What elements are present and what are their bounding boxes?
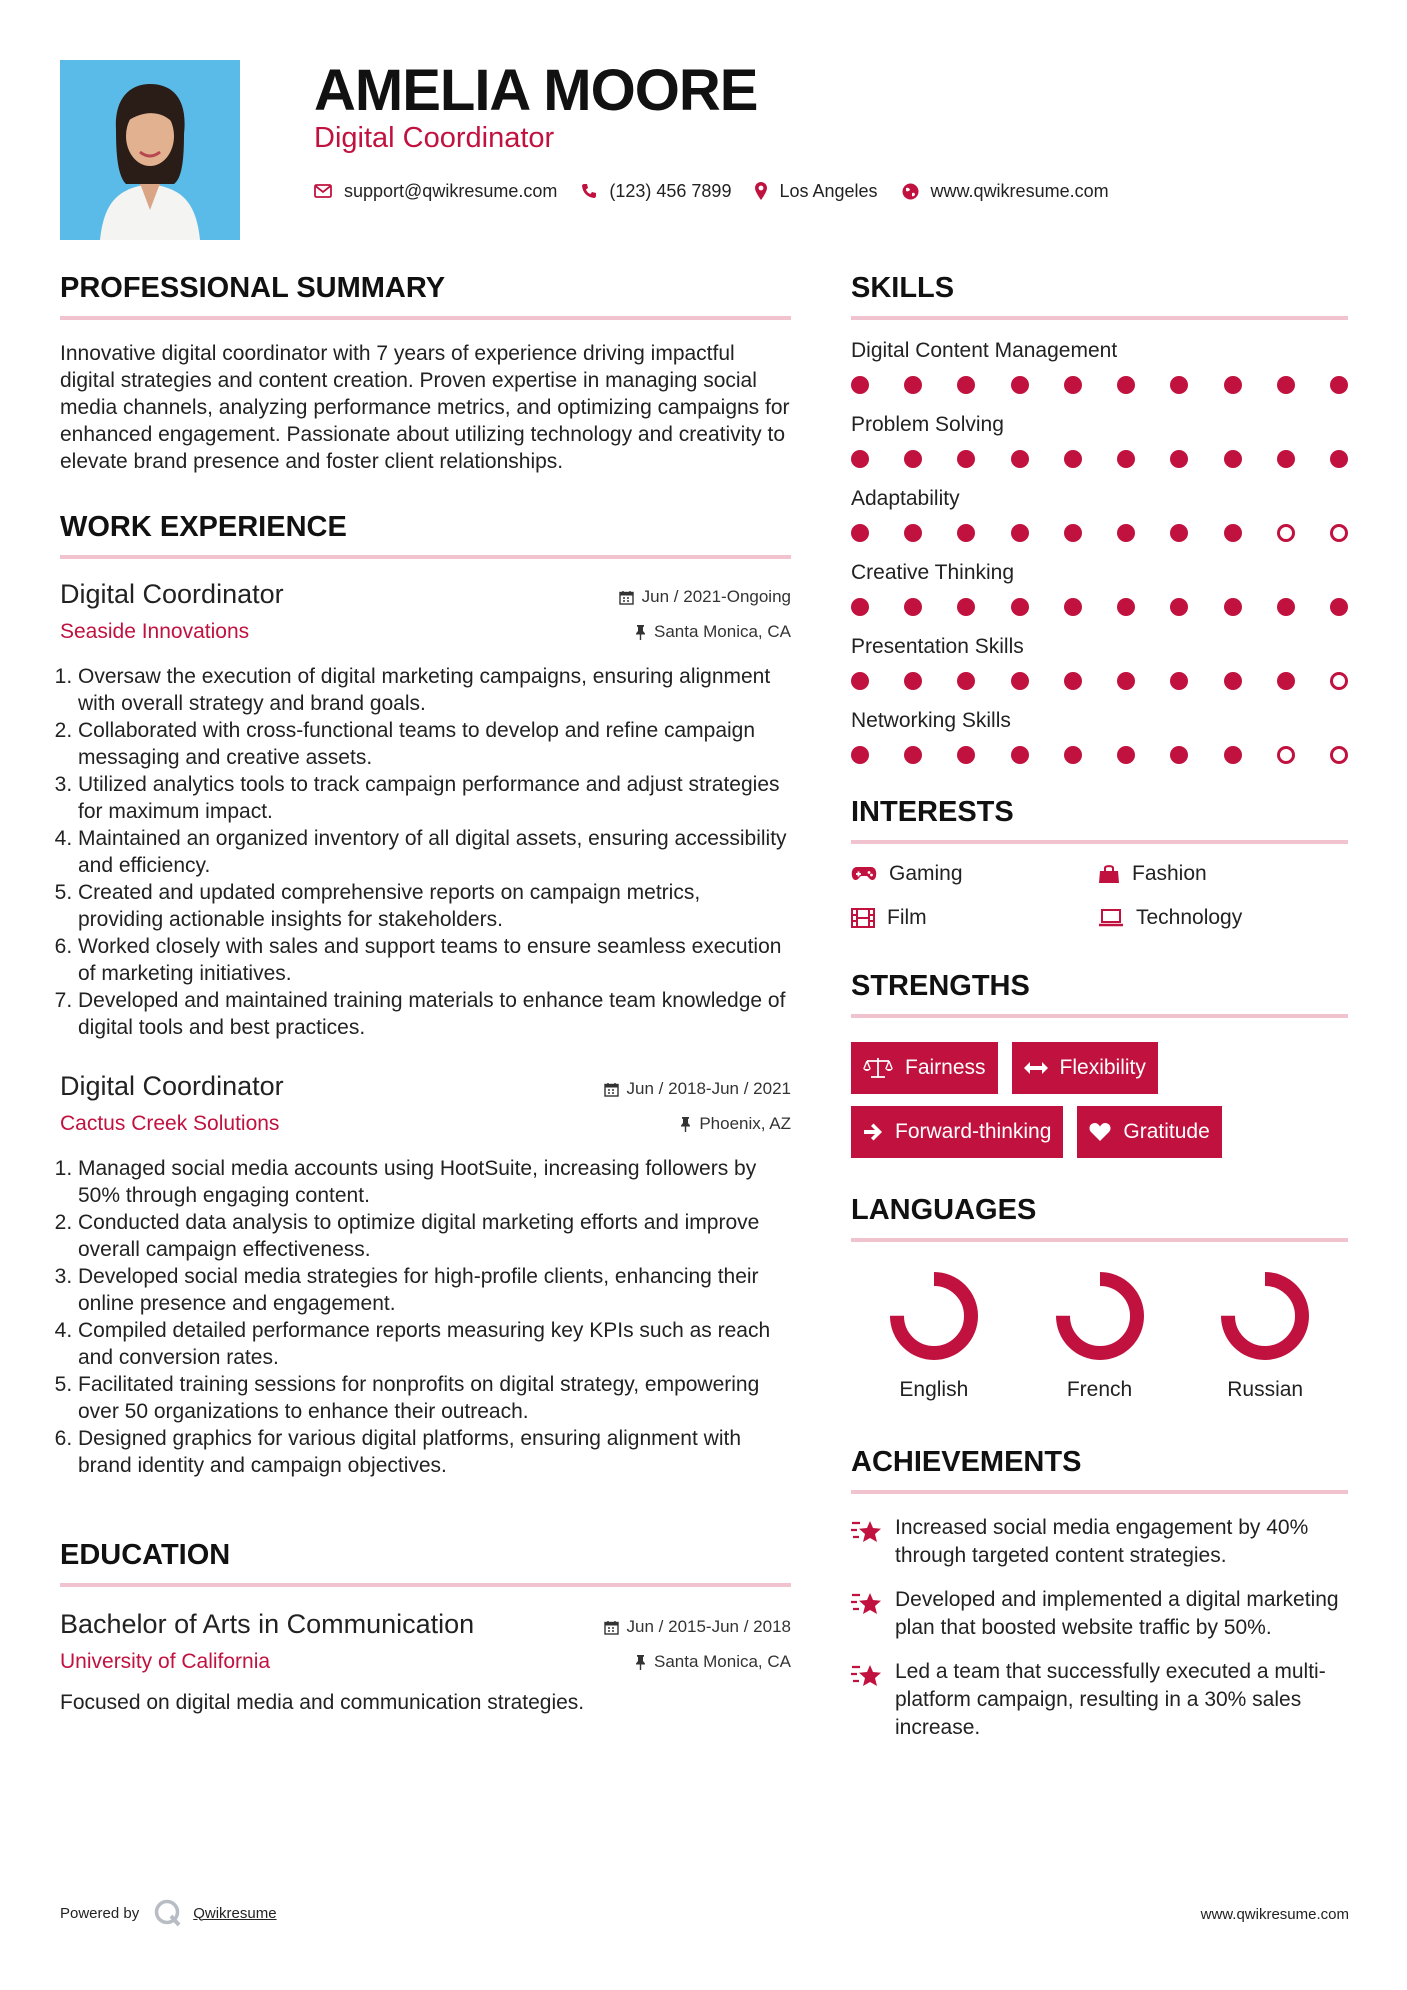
list-item: 7. Developed and maintained training materials to enhance team knowledge of digital tools and best practices.: [78, 987, 791, 1041]
skill-rating: [851, 524, 1348, 542]
interest-item: [1098, 906, 1345, 930]
rating-dot-filled: [1064, 376, 1082, 394]
heart-icon: [1089, 1122, 1111, 1142]
skill-name: Digital Content Management: [851, 339, 1118, 362]
footer-brand-link[interactable]: Qwikresume: [193, 1904, 277, 1922]
rating-dot-filled: [851, 598, 869, 616]
strength-badge: [1012, 1042, 1158, 1094]
rating-dot-filled: [957, 598, 975, 616]
rating-dot-filled: [1064, 524, 1082, 542]
interest-label: Technology: [1136, 906, 1243, 929]
rating-dot-filled: [1224, 450, 1242, 468]
education-description: Focused on digital media and communication strategies.: [60, 1691, 585, 1714]
rating-dot-filled: [1224, 524, 1242, 542]
skill-item: [851, 634, 1348, 690]
achievements-list: [851, 1514, 1348, 1742]
strength-label: Fairness: [905, 1056, 986, 1079]
footer-powered-by: [60, 1898, 277, 1928]
rating-dot-filled: [851, 746, 869, 764]
language-proficiency-ring: [886, 1268, 982, 1364]
skill-item: [851, 560, 1348, 616]
rating-dot-filled: [1224, 672, 1242, 690]
skill-item: [851, 412, 1348, 468]
rating-dot-filled: [1064, 672, 1082, 690]
contact-bar: [314, 178, 1133, 204]
job-location-text: Santa Monica, CA: [653, 622, 791, 641]
left-column: [60, 270, 791, 1716]
rating-dot-filled: [1277, 376, 1295, 394]
profile-photo: [60, 60, 240, 240]
strengths-list: [851, 1030, 1348, 1158]
rating-dot-filled: [1117, 524, 1135, 542]
achievement-text: Developed and implemented a digital marketing plan that boosted website traffic by 50%.: [895, 1588, 1339, 1639]
skill-name: Problem Solving: [851, 413, 1004, 436]
rating-dot-filled: [1170, 450, 1188, 468]
achievement-item: [851, 1586, 1348, 1642]
arrow-right-icon: [863, 1123, 883, 1141]
calendar-icon: [604, 1082, 619, 1097]
list-item: 3. Developed social media strategies for high-profile clients, enhancing their online presence and engagement.: [78, 1263, 791, 1317]
rating-dot-filled: [1224, 376, 1242, 394]
email-text: support@qwikresume.com: [344, 180, 558, 201]
job-date-text: Jun / 2018-Jun / 2021: [626, 1079, 791, 1098]
skill-rating: [851, 746, 1348, 764]
pushpin-icon: [635, 625, 646, 640]
rating-dot-filled: [957, 376, 975, 394]
skill-name: Presentation Skills: [851, 635, 1024, 658]
rating-dot-filled: [1330, 376, 1348, 394]
rating-dot-filled: [1170, 598, 1188, 616]
phone-text: (123) 456 7899: [609, 180, 732, 201]
rating-dot-filled: [904, 376, 922, 394]
job-date: [604, 1079, 791, 1099]
job-company: Seaside Innovations: [60, 620, 250, 643]
shopping-bag-icon: [1098, 864, 1120, 884]
contact-website[interactable]: [902, 181, 1109, 202]
interest-label: Film: [887, 906, 927, 929]
rating-dot-filled: [1011, 524, 1029, 542]
language-proficiency-ring: [1052, 1268, 1148, 1364]
list-item: 1. Oversaw the execution of digital marketing campaigns, ensuring alignment with overall strategy and brand goals.: [78, 663, 791, 717]
rating-dot-filled: [1064, 598, 1082, 616]
language-arc: [1228, 1279, 1302, 1353]
job-entry: [60, 1071, 791, 1479]
education-location-text: Santa Monica, CA: [653, 1652, 791, 1671]
strength-label: Gratitude: [1123, 1120, 1210, 1143]
rating-dot-filled: [1224, 746, 1242, 764]
rating-dot-filled: [1117, 376, 1135, 394]
rating-dot-filled: [1170, 524, 1188, 542]
list-item: 3. Utilized analytics tools to track campaign performance and adjust strategies for maximum impact.: [78, 771, 791, 825]
footer-website[interactable]: www.qwikresume.com: [1200, 1906, 1349, 1923]
rating-dot-filled: [904, 672, 922, 690]
rating-dot-filled: [904, 524, 922, 542]
list-item: 2. Collaborated with cross-functional teams to develop and refine campaign messaging and creative assets.: [78, 717, 791, 771]
contact-location: [755, 181, 877, 202]
education-entry: [60, 1609, 791, 1716]
achievements-heading: ACHIEVEMENTS: [851, 1444, 1348, 1494]
skill-item: [851, 708, 1348, 764]
strength-badge: [851, 1106, 1063, 1158]
rating-dot-filled: [904, 746, 922, 764]
rating-dot-filled: [957, 450, 975, 468]
strength-badge: [851, 1042, 998, 1094]
powered-by-text: Powered by: [60, 1904, 140, 1922]
rating-dot-filled: [1224, 598, 1242, 616]
language-arc: [897, 1279, 971, 1353]
rating-dot-filled: [957, 746, 975, 764]
laptop-icon: [1098, 909, 1124, 927]
rating-dot-filled: [1117, 672, 1135, 690]
education-date: [604, 1617, 791, 1637]
job-location: [680, 1114, 791, 1134]
shooting-star-icon: [851, 1518, 883, 1546]
gamepad-icon: [851, 866, 877, 882]
rating-dot-filled: [1064, 746, 1082, 764]
rating-dot-empty: [1277, 746, 1295, 764]
interest-label: Gaming: [889, 862, 963, 885]
interest-item: [1098, 862, 1345, 886]
rating-dot-filled: [1277, 672, 1295, 690]
skill-name: Networking Skills: [851, 709, 1011, 732]
rating-dot-filled: [1170, 376, 1188, 394]
rating-dot-filled: [1011, 376, 1029, 394]
rating-dot-filled: [957, 524, 975, 542]
qwikresume-logo-icon: [153, 1898, 183, 1928]
list-item: 5. Facilitated training sessions for nonprofits on digital strategy, empowering over 50 organizations to enhance their outreach.: [78, 1371, 791, 1425]
education-school: University of California: [60, 1650, 271, 1673]
skill-name: Creative Thinking: [851, 561, 1015, 584]
envelope-icon: [314, 184, 332, 198]
language-name: French: [1066, 1378, 1133, 1401]
contact-phone[interactable]: [581, 181, 731, 202]
rating-dot-filled: [851, 672, 869, 690]
rating-dot-empty: [1277, 524, 1295, 542]
language-arc: [1063, 1279, 1137, 1353]
right-column: [851, 270, 1348, 1742]
experience-heading: WORK EXPERIENCE: [60, 509, 791, 559]
rating-dot-filled: [904, 598, 922, 616]
rating-dot-filled: [1330, 450, 1348, 468]
strength-label: Flexibility: [1059, 1056, 1146, 1079]
language-name: Russian: [1227, 1378, 1304, 1401]
shooting-star-icon: [851, 1662, 883, 1690]
skills-list: [851, 338, 1348, 764]
achievement-text: Led a team that successfully executed a multi-platform campaign, resulting in a 30% sales increase.: [895, 1660, 1326, 1739]
list-item: 5. Created and updated comprehensive reports on campaign metrics, providing actionable insights for stakeholders.: [78, 879, 791, 933]
candidate-name: AMELIA MOORE: [314, 58, 758, 123]
film-icon: [851, 908, 875, 928]
languages-heading: LANGUAGES: [851, 1192, 1348, 1242]
summary-heading: PROFESSIONAL SUMMARY: [60, 270, 791, 320]
skill-name: Adaptability: [851, 487, 960, 510]
rating-dot-filled: [1117, 450, 1135, 468]
list-item: 4. Maintained an organized inventory of all digital assets, ensuring accessibility and efficiency.: [78, 825, 791, 879]
language-item: [1017, 1268, 1183, 1402]
person-avatar-icon: [60, 60, 240, 240]
job-location: [635, 622, 791, 642]
rating-dot-filled: [851, 524, 869, 542]
job-entry: [60, 579, 791, 1041]
interests-heading: INTERESTS: [851, 794, 1348, 844]
language-item: [851, 1268, 1017, 1402]
rating-dot-filled: [904, 450, 922, 468]
job-company: Cactus Creek Solutions: [60, 1112, 280, 1135]
rating-dot-empty: [1330, 672, 1348, 690]
rating-dot-filled: [1011, 672, 1029, 690]
rating-dot-filled: [1170, 672, 1188, 690]
skill-rating: [851, 672, 1348, 690]
interests-list: [851, 862, 1348, 930]
map-marker-icon: [755, 182, 767, 200]
education-location: [635, 1652, 791, 1672]
language-name: English: [899, 1378, 969, 1401]
rating-dot-filled: [1170, 746, 1188, 764]
skill-rating: [851, 450, 1348, 468]
rating-dot-filled: [1011, 450, 1029, 468]
achievement-text: Increased social media engagement by 40% through targeted content strategies.: [895, 1516, 1309, 1567]
job-location-text: Phoenix, AZ: [699, 1114, 791, 1133]
rating-dot-filled: [1011, 598, 1029, 616]
rating-dot-filled: [1011, 746, 1029, 764]
location-text: Los Angeles: [779, 180, 878, 201]
list-item: 6. Designed graphics for various digital platforms, ensuring alignment with brand identity and campaign objectives.: [78, 1425, 791, 1479]
language-item: [1182, 1268, 1348, 1402]
skill-item: [851, 338, 1348, 394]
interest-label: Fashion: [1132, 862, 1207, 885]
skills-heading: SKILLS: [851, 270, 1348, 320]
language-proficiency-ring: [1217, 1268, 1313, 1364]
rating-dot-filled: [1277, 450, 1295, 468]
achievement-item: [851, 1658, 1348, 1742]
list-item: 1. Managed social media accounts using HootSuite, increasing followers by 50% through engaging content.: [78, 1155, 791, 1209]
strength-badge: [1077, 1106, 1221, 1158]
education-heading: EDUCATION: [60, 1537, 791, 1587]
skill-rating: [851, 598, 1348, 616]
phone-icon: [581, 183, 597, 199]
calendar-icon: [619, 590, 634, 605]
list-item: 4. Compiled detailed performance reports measuring key KPIs such as reach and conversion rates.: [78, 1317, 791, 1371]
rating-dot-filled: [957, 672, 975, 690]
education-date-text: Jun / 2015-Jun / 2018: [626, 1617, 791, 1636]
globe-icon: [902, 183, 919, 200]
job-role: Digital Coordinator: [60, 1071, 284, 1101]
candidate-title: Digital Coordinator: [314, 122, 555, 154]
calendar-icon: [604, 1620, 619, 1635]
rating-dot-filled: [1064, 450, 1082, 468]
rating-dot-filled: [1330, 598, 1348, 616]
job-date: [619, 587, 791, 607]
skill-item: [851, 486, 1348, 542]
rating-dot-filled: [851, 450, 869, 468]
job-role: Digital Coordinator: [60, 579, 284, 609]
languages-list: [851, 1268, 1348, 1402]
skill-rating: [851, 376, 1348, 394]
rating-dot-filled: [1277, 598, 1295, 616]
rating-dot-filled: [851, 376, 869, 394]
shooting-star-icon: [851, 1590, 883, 1618]
pushpin-icon: [680, 1117, 691, 1132]
list-item: 2. Conducted data analysis to optimize digital marketing efforts and improve overall campaign effectiveness.: [78, 1209, 791, 1263]
job-bullets: [60, 663, 791, 1041]
job-bullets: [60, 1155, 791, 1479]
strengths-heading: STRENGTHS: [851, 968, 1348, 1018]
balance-scale-icon: [863, 1057, 893, 1079]
rating-dot-empty: [1330, 524, 1348, 542]
website-text: www.qwikresume.com: [930, 180, 1109, 201]
contact-email[interactable]: [314, 181, 557, 202]
interest-item: [851, 906, 1098, 930]
interest-item: [851, 862, 1098, 886]
job-date-text: Jun / 2021-Ongoing: [641, 587, 791, 606]
achievement-item: [851, 1514, 1348, 1570]
pushpin-icon: [635, 1655, 646, 1670]
arrows-horizontal-icon: [1024, 1061, 1048, 1075]
list-item: 6. Worked closely with sales and support teams to ensure seamless execution of marketing initiatives.: [78, 933, 791, 987]
summary-text: Innovative digital coordinator with 7 years of experience driving impactful digital strategies and content creation. Proven expertise in managing social media channels, analyzing performance metrics, and optimizing campaigns for enhanced engagement. Passionate about utilizing technology and creativity to elevate brand presence and foster client relationships.: [60, 342, 790, 473]
strength-label: Forward-thinking: [895, 1120, 1052, 1143]
rating-dot-filled: [1117, 598, 1135, 616]
rating-dot-filled: [1117, 746, 1135, 764]
education-degree: Bachelor of Arts in Communication: [60, 1609, 475, 1639]
rating-dot-empty: [1330, 746, 1348, 764]
